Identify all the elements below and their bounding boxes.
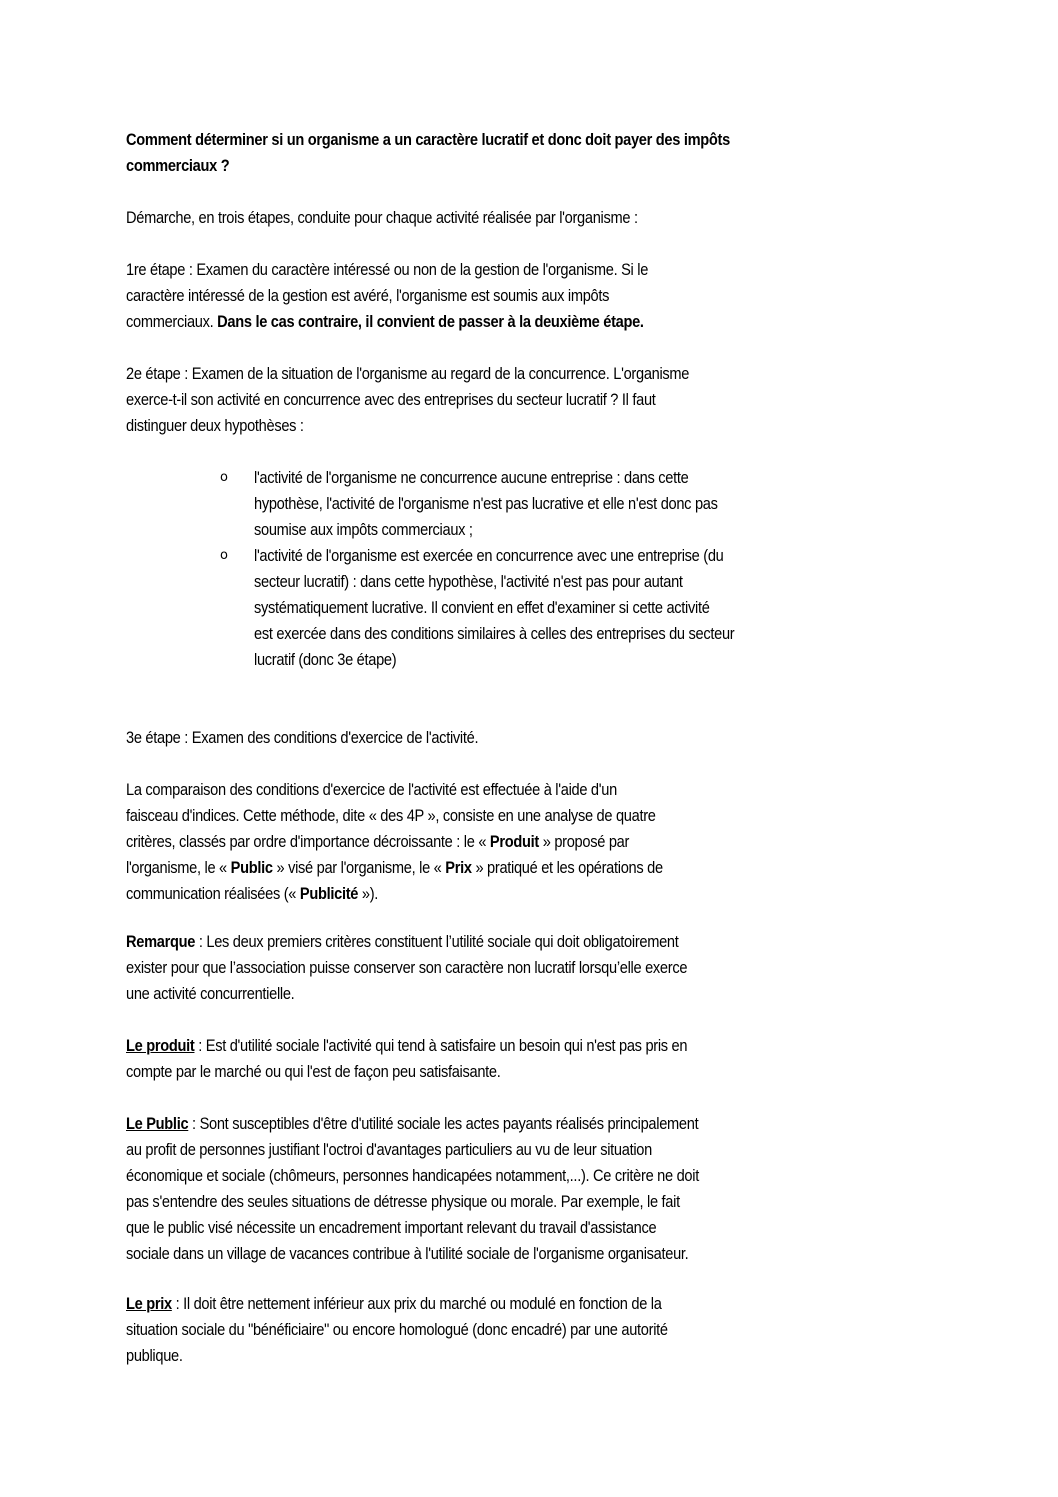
public-label: Le Public: [126, 1114, 189, 1133]
step2-line-1: 2e étape : Examen de la situation de l'organisme au regard de la concurrence. L'organisme: [126, 364, 690, 383]
text: »).: [358, 884, 379, 903]
bullet2-line-4: est exercée dans des conditions similaires à celles des entreprises du secteur: [254, 624, 735, 643]
text: critères, classés par ordre d'importance décroissante : le «: [126, 832, 490, 851]
step1-line-3: [126, 309, 644, 335]
text: : Il doit être nettement inférieur aux prix du marché ou modulé en fonction de la: [171, 1294, 662, 1313]
step3-p1-line-4: [126, 855, 663, 881]
step2-line-2: exerce-t-il son activité en concurrence avec des entreprises du secteur lucratif ? Il faut: [126, 390, 656, 409]
prix-line-3: publique.: [126, 1346, 183, 1365]
text: » pratiqué et les opérations de: [471, 858, 663, 877]
intro-paragraph: Démarche, en trois étapes, conduite pour chaque activité réalisée par l'organisme :: [126, 208, 638, 227]
bullet1-line-2: hypothèse, l'activité de l'organisme n'est pas lucrative et elle n'est donc pas: [254, 494, 718, 513]
public-line-5: que le public visé nécessite un encadrement important relevant du travail d'assistance: [126, 1218, 657, 1237]
text: : Est d'utilité sociale l'activité qui tend à satisfaire un besoin qui n'est pas pris en: [194, 1036, 688, 1055]
produit-line-2: compte par le marché ou qui l'est de façon peu satisfaisante.: [126, 1062, 501, 1081]
bullet2-line-3: systématiquement lucrative. Il convient en effet d'examiner si cette activité: [254, 598, 710, 617]
public-line-2: au profit de personnes justifiant l'octroi d'avantages particuliers au vu de leur situation: [126, 1140, 652, 1159]
step3-p1-line-5: [126, 881, 378, 907]
criterion-public: Public: [230, 858, 273, 877]
criterion-produit: Produit: [489, 832, 539, 851]
remarque-line-2: exister pour que l’association puisse conserver son caractère non lucratif lorsqu’elle exerce: [126, 958, 688, 977]
step3-p1-line-1: La comparaison des conditions d'exercice de l'activité est effectuée à l'aide d'un: [126, 780, 617, 799]
remarque-line-1: [126, 929, 679, 955]
public-line-4: pas s'entendre des seules situations de détresse physique ou morale. Par exemple, le fait: [126, 1192, 680, 1211]
remarque-line-3: une activité concurrentielle.: [126, 984, 295, 1003]
step3-p1-line-2: faisceau d'indices. Cette méthode, dite « des 4P », consiste en une analyse de quatre: [126, 806, 656, 825]
step1-conclusion-bold: Dans le cas contraire, il convient de passer à la deuxième étape.: [217, 312, 644, 331]
text: : Sont susceptibles d'être d'utilité sociale les actes payants réalisés principalement: [188, 1114, 699, 1133]
prix-line-2: situation sociale du "bénéficiaire" ou encore homologué (donc encadré) par une autorité: [126, 1320, 668, 1339]
public-line-1: [126, 1111, 698, 1137]
step1-line-2: caractère intéressé de la gestion est avéré, l'organisme est soumis aux impôts: [126, 286, 610, 305]
step2-line-3: distinguer deux hypothèses :: [126, 416, 304, 435]
text: communication réalisées («: [126, 884, 300, 903]
document-title-line-1: Comment déterminer si un organisme a un caractère lucratif et donc doit payer des impôts: [126, 130, 730, 149]
bullet-circle-icon: o: [220, 548, 228, 563]
criterion-publicite: Publicité: [299, 884, 359, 903]
prix-label: Le prix: [126, 1294, 172, 1313]
step1-line-1: 1re étape : Examen du caractère intéressé ou non de la gestion de l'organisme. Si le: [126, 260, 649, 279]
step3-p1-line-3: [126, 829, 629, 855]
remarque-label: Remarque: [126, 932, 196, 951]
text: » visé par l'organisme, le «: [272, 858, 446, 877]
document-title-line-2: commerciaux ?: [126, 156, 230, 175]
bullet2-line-5: lucratif (donc 3e étape): [254, 650, 397, 669]
bullet-circle-icon: o: [220, 470, 228, 485]
text: l'organisme, le «: [126, 858, 231, 877]
text: » proposé par: [538, 832, 630, 851]
step1-text: commerciaux.: [126, 312, 218, 331]
step3-heading: 3e étape : Examen des conditions d'exercice de l'activité.: [126, 728, 479, 747]
prix-line-1: [126, 1291, 662, 1317]
public-line-3: économique et sociale (chômeurs, personnes handicapées notamment,...). Ce critère ne doit: [126, 1166, 699, 1185]
produit-line-1: [126, 1033, 687, 1059]
bullet2-line-1: l'activité de l'organisme est exercée en concurrence avec une entreprise (du: [254, 546, 724, 565]
bullet2-line-2: secteur lucratif) : dans cette hypothèse, l'activité n'est pas pour autant: [254, 572, 683, 591]
produit-label: Le produit: [126, 1036, 195, 1055]
bullet1-line-3: soumise aux impôts commerciaux ;: [254, 520, 473, 539]
public-line-6: sociale dans un village de vacances contribue à l'utilité sociale de l'organisme organisateur.: [126, 1244, 689, 1263]
bullet1-line-1: l'activité de l'organisme ne concurrence aucune entreprise : dans cette: [254, 468, 689, 487]
criterion-prix: Prix: [445, 858, 472, 877]
text: : Les deux premiers critères constituent l’utilité sociale qui doit obligatoirement: [195, 932, 679, 951]
